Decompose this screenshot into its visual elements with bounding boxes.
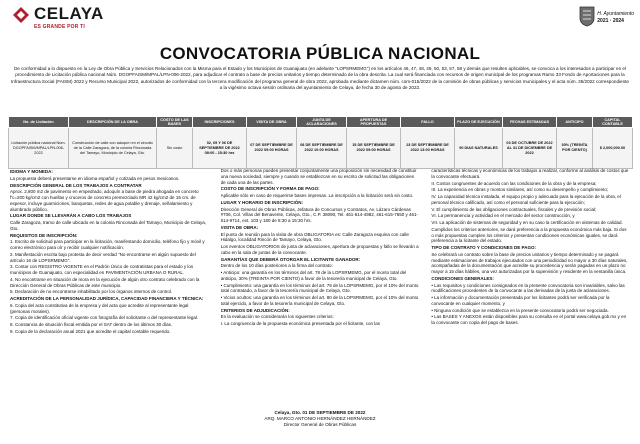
place-date: Celaya, Gto. 01 DE SEPTIEMBRE DE 2022 [274,410,366,415]
paragraph: características técnicas y económicas de los trabajos a realizar, conforme al análisis de costos que la convocante efectuará. [431,168,629,179]
paragraph: II. Costos congruentes de acuerdo con las condiciones de la obra y de la empresa; [431,180,597,186]
paragraph: 7. Copia de identificación oficial vigente con fotografía del solicitante o del representante legal. [10,315,199,321]
logo-tagline: ES GRANDE POR TI [34,24,85,30]
table-cell: 02, 05 Y 06 DE SEPTIEMBRE DE 2022 08:00 - 15:30 hrs [193,128,247,169]
section-heading: ACREDITACIÓN DE LA PERSONALIDAD JURÍDICA, CAPACIDAD FINANCIERA Y TÉCNICA: [10,296,204,301]
paragraph: Aplicable sólo en caso de requerirse bases impresas. La inscripción a la licitación será sin costo. [220,193,414,198]
body-columns [10,168,630,398]
table-cell: $ 2,000,000.00 [593,128,633,169]
section-heading: COSTO DE INSCRIPCIÓN Y FORMA DE PAGO: [220,186,320,192]
table-header-cell: No. de Licitación [9,117,69,128]
paragraph: V. El cumplimiento de las obligaciones contractuales, fiscales y de previsión social; [431,206,597,212]
table-cell: Licitación pública nacional Núm. DGOPFAISM/MPAL/LPN-006-2022 [9,128,69,169]
table-header-cell: COSTO DE LAS BASES [157,117,193,128]
page-title: CONVOCATORIA PÚBLICA NACIONAL [159,44,481,63]
signatory-name: ARQ. MARCO ANTONIO HERNÁNDEZ HERNÁNDEZ [264,416,376,421]
table-cell: 07 DE SEPTIEMBRE DE 2022 09:00 HORAS [247,128,297,169]
table-header-cell: INSCRIPCIONES [193,117,247,128]
body-column-2 [221,168,420,398]
paragraph: • Ninguna condición que se establezca en la presente convocatoria podrá ser negociada. [431,307,609,313]
paragraph: III. La experiencia en obras y montos similares, así como su desempeño y cumplimiento; [431,187,609,193]
paragraph: 3. Contar con REGISTRO VIGENTE en el Padrón Único de contratistas para el estado y los municipios de Guanajuato, con especialidad en PAVIMENTACIÓN URBANA O RURAL. [10,264,194,275]
section-heading: TIPO DE CONTRATO Y CONDICIONES DE PAGO: [431,245,536,250]
intro-paragraph: De conformidad a lo dispuesto en la Ley de Obra Pública y Servicios Relacionados con la Misma para el Estado y los Municipios de Guanajuato (en adelante "LOPSRMEMG") en los artículos 46, 47, 48, 49, 50, 53, 57, 58 y demás que resulten aplicables, se convoca a los interesados a participar en el procedimiento de Licitación pública nacional Núm. DGOPFAISM/MPAL/LPN-006-2022, para adjudicar el contrato a base de precios unitarios y tiempo determinado de la obra descrita. La cual será financiada con recursos de origen municipal de los programas Ramo 33 Fondo de Aportaciones para la Infraestructura Social (FAISM) 2022 y Recurso Municipal 2022, autorizados de conformidad con la tercera modificación del programa general de obra 2022, aprobada mediante dictamen núm. com-015/2022 de la comisión de obras públicas y servicios municipales y el acta núm. 35/2022 correspondiente a la vigésimo octava sesión ordinaria del ayuntamiento de Celaya, de fecha 30 de agosto de 2022. [11,66,629,91]
table-cell: 15 DE SEPTIEMBRE DE 2022 09:00 HORAS [347,128,401,169]
celaya-logo-icon [12,6,30,24]
table-header-cell: PLAZO DE EJECUCIÓN [455,117,503,128]
section-heading: DESCRIPCIÓN GENERAL DE LOS TRABAJOS A CONTRATAR [10,182,142,188]
table-header-cell: ANTICIPO [557,117,593,128]
ayuntamiento-label [597,11,634,25]
logo-text: CELAYA [34,4,104,23]
paragraph: I. La congruencia de la propuesta económica presentada por el licitante, con las [220,321,381,326]
table-cell: 08 DE SEPTIEMBRE DE 2022 10:00 HORAS [297,128,347,169]
header [0,0,640,40]
signatory-position: Director General de Obras Públicas [283,422,357,427]
body-column-3 [431,168,630,398]
table-header-cell: VISITA DE OBRA [247,117,297,128]
paragraph: 8. Constancia de situación fiscal emitida por el SAT dentro de los últimos 30 días. [10,322,173,327]
paragraph: • Las requisitos y condiciones consignados en la presente convocatoria son invariables, salvo las modificaciones procedentes de la convocante a las derivadas de la junta de aclaraciones. [431,282,625,294]
signature-block [0,410,640,428]
section-heading: LUGAR Y HORARIO DE INSCRIPCIÓN: [220,199,304,205]
celaya-logo [12,4,112,34]
body-column-1 [10,168,209,398]
paragraph: 5. Declaración de no encontrarse inhabilitado por los órganos internos de control. [10,289,173,295]
table-header-cell: CAPITAL CONTABLE [593,117,633,128]
table-cell: Sin costo [157,128,193,169]
table-header-cell: FALLO [401,117,455,128]
paragraph: Aprox. 2,800 m2 de pavimento en empedrado, adoquín a base de piedra ahogada en concreto f'c=200 kg/cm2 con huellas y cruceros de concreto premezclado MR 42 kg/cm2 de 15 cm. de espesor, incluye guarniciones, banquetas, redes de agua potable y drenaje, señalamiento y alumbrado público. [10,189,199,212]
paragraph: Dirección General de Obras Públicas, Jefatura de Concursos y Contratos, Av. Lázaro Cárdenas #706, Col. Villas del Benavente, Celaya, Gto., C.P. 38090, Tel. 461-614-4982, 461-615-7650 y 461-614-9714, ext. 103 y 180 de 8:30 a 15:30 hrs. [220,206,419,223]
paragraph: 6. Copia del acta constitutiva de la empresa y del acta que acredite al representante legal (personas morales). [10,302,189,314]
paragraph: 1. Escrito de solicitud para participar en la licitación, manifestando domicilio, teléfono fijo y móvil y correo electrónico para oír y recibir cualquier notificación. [10,239,205,250]
paragraph: Los eventos OBLIGATORIOS de junta de aclaraciones, apertura de propuestas y fallo se llevarán a cabo en la sala de juntas de la convocante. [220,244,419,255]
table-header-cell: FECHAS ESTIMADAS [503,117,557,128]
table-header-cell: JUNTA DE ACLARACIONES [297,117,347,128]
paragraph: Dos o más personas pueden presentar conjuntamente una proposición sin necesidad de constituir una nueva sociedad, siempre y cuando se establezcan en su escrito de solicitud las obligaciones de cada una de las partes. [220,168,417,185]
paragraph: Cumplidos los criterios anteriores, se dará preferencia a la propuesta económica más baja. Si dos o más propuestas cumplen los criterios y presentan condiciones económicas iguales, se dará preferencia a la licitante del estado. [431,226,627,244]
paragraph: Dentro de los 10 días posteriores a la firma del contrato: [220,263,333,269]
paragraph: • Vicios ocultos: una garantía en los términos del art. 80 de la LOPSRMEMG, por el 10% del monto total ejercido, a favor de la tesorería municipal de Celaya, Gto. [220,295,419,306]
paragraph: IV. La capacidad técnica instalada, el equipo propio y adecuado para la ejecución de la obra, el personal técnico calificado, así como el personal suficiente para la ejecución; [431,194,621,205]
paragraph: El punto de reunión para la visita de obra OBLIGATORIA es: Calle Zaragoza esquina con calle Hidalgo, localidad Rincón de Tamayo, Celaya, Gto. [220,231,409,243]
table-row [9,128,633,169]
table-cell: 03 DE OCTUBRE DE 2022 AL 31 DE DICIEMBRE DE 2022 [503,128,557,169]
table-header-cell: DESCRIPCIÓN DE LA OBRA [69,117,157,128]
section-heading: IDIOMA Y MONEDA: [10,169,53,174]
paragraph: 2. Manifestación escrita bajo protesta de decir verdad "No encontrarse en algún supuesto del artículo 16 de LOPSRMEMG". [10,251,196,263]
ayuntamiento-line1: H. Ayuntamiento [597,11,634,17]
paragraph: • Anticipo: una garantía en los términos del art. 78 de la LOPSRMEMG, por el monto total del anticipo, 30% (TREINTA POR CIENTO) a favor de la tesorería municipal de Celaya, Gto. [220,270,407,281]
paragraph: VI. La permanencia y actividad en el mercado del sector construcción, y [431,213,575,219]
paragraph: La propuesta deberá presentarse en idioma español y cotizada en pesos mexicanos. [10,175,180,181]
paragraph: En la evaluación se considerarán los siguientes criterios: [220,314,334,320]
table-cell: 30% (TREINTA POR CIENTO) [557,128,593,169]
paragraph: 9. Copia de la declaración anual 2021 que acredite el capital contable requerido. [10,328,171,334]
paragraph: • Las BASES Y ANEXOS están disponibles para su consulta en el portal www.celaya.gob.mx y en la convocante con copia del pago de bases. [431,314,627,325]
table-cell: 90 DIAS NATURALES [455,128,503,169]
section-heading: CONDICIONES GENERALES: [431,275,494,281]
paragraph: • Cumplimiento: una garantía en los términos del art. 79 de la LOPSRMEMG, por el 10% del monto total contratado, a favor de la tesorería municipal de Celaya, Gto. [220,282,419,294]
table-header-cell: APERTURA DE PROPUESTAS [347,117,401,128]
ayuntamiento-years: 2021 · 2024 [597,18,624,24]
paragraph: • La información y documentación presentada por los licitantes podrá ser verificada por la convocante en cualquier momento, y [431,295,610,306]
municipal-seal-icon [578,5,596,27]
section-heading: LUGAR DONDE SE LLEVARÁN A CABO LOS TRABAJOS [10,213,132,219]
section-heading: VISITA DE OBRA: [220,224,259,230]
paragraph: 4. No encontrarse en situación de mora en la ejecución de algún otro contrato celebrado con la Dirección General de Obras Públicas de este municipio. [10,276,200,288]
tender-table [8,116,633,169]
table-cell: 23 DE SEPTIEMBRE DE 2022 13:00 HORAS [401,128,455,169]
section-heading: GARANTÍAS QUE DEBERÁ OTORGAR EL LICITANTE GANADOR: [220,256,361,262]
section-heading: CRITERIOS DE ADJUDICACIÓN: [220,307,290,313]
paragraph: Calle Zaragoza, tramo de calle ubicado en la colonia Rinconada del Tamayo, Municipio de Celaya, Gto. [10,220,207,231]
paragraph: VII. La aplicación de sistemas de seguridad y en su caso la certificación en sistemas de calidad. [431,220,623,225]
paragraph: Se celebrará un contrato sobre la base de precios unitarios y tiempo determinado y se pagará mediante estimaciones de trabajos ejecutados con una periodicidad no mayor a 30 días naturales, acompañadas de la documentación que acredite su procedencia y serán pagadas en un plazo no mayor a 15 días hábiles, una vez autorizadas por la supervisión y residente en la ventanilla única. [431,251,628,274]
table-cell: Construcción de calle con adoquín en el circuito de la Calle Zaragoza, de la colonia Rinconada del Tamayo, Municipio de Celaya, Gto. [69,128,157,169]
section-heading: REQUISITOS DE INSCRIPCIÓN: [10,232,78,238]
table-header-row [9,117,633,128]
